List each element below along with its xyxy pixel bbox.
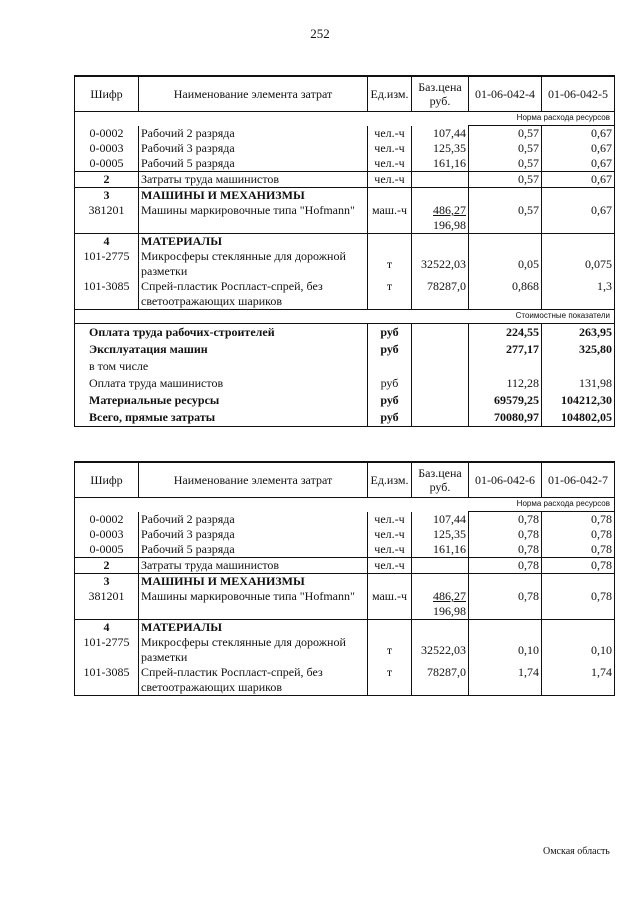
header-unit: Ед.изм. — [368, 462, 412, 498]
table-row: 0-0002 Рабочий 2 разряда чел.-ч 107,44 0,57 0,67 — [75, 126, 615, 142]
cost-row: Всего, прямые затраты руб 70080,97 104802,05 — [75, 409, 615, 427]
cost-row: Оплата труда рабочих-строителей руб 224,55 263,95 — [75, 324, 615, 342]
header-price: Баз.цена руб. — [412, 76, 469, 112]
section-row: 3 МАШИНЫ И МЕХАНИЗМЫ — [75, 188, 615, 204]
header-name: Наименование элемента затрат — [139, 76, 368, 112]
cost-label: Стоимостные показатели — [75, 310, 615, 324]
table-header-row — [75, 76, 615, 112]
norm-label-row — [75, 112, 615, 126]
table-row: 0-0003 Рабочий 3 разряда чел.-ч 125,35 0,57 0,67 — [75, 141, 615, 156]
table-row: 0-0003 Рабочий 3 разряда чел.-ч 125,35 0,78 0,78 — [75, 527, 615, 542]
cost-row: Оплата труда машинистов руб 112,28 131,98 — [75, 375, 615, 392]
table-row: 2 Затраты труда машинистов чел.-ч 0,57 0,67 — [75, 172, 615, 188]
header-col-a: 01-06-042-6 — [469, 462, 542, 498]
cost-row: Материальные ресурсы руб 69579,25 104212,30 — [75, 392, 615, 409]
resource-table-1 — [74, 75, 615, 427]
table-row: 101-2775 Микросферы стеклянные для дорожной разметки т 32522,03 0,05 0,075 — [75, 249, 615, 279]
section-row: 4 МАТЕРИАЛЫ — [75, 620, 615, 636]
page-number: 252 — [310, 26, 330, 41]
norm-label-row — [75, 498, 615, 512]
header-code: Шифр — [75, 462, 139, 498]
norm-label: Норма расхода ресурсов — [469, 112, 615, 126]
table-row: 2 Затраты труда машинистов чел.-ч 0,78 0,78 — [75, 558, 615, 574]
section-row: 3 МАШИНЫ И МЕХАНИЗМЫ — [75, 574, 615, 590]
table-row: 381201 Машины маркировочные типа "Hofmann" маш.-ч 486,27 196,98 0,78 0,78 — [75, 589, 615, 620]
cost-row: Эксплуатация машин руб 277,17 325,80 — [75, 341, 615, 358]
cost-row: в том числе — [75, 358, 615, 375]
table-row: 381201 Машины маркировочные типа "Hofmann" маш.-ч 486,27 196,98 0,57 0,67 — [75, 203, 615, 234]
table-row: 0-0002 Рабочий 2 разряда чел.-ч 107,44 0,78 0,78 — [75, 512, 615, 528]
table-row: 101-3085 Спрей-пластик Роспласт-спрей, без светоотражающих шариков т 78287,0 1,74 1,74 — [75, 665, 615, 696]
table-row: 0-0005 Рабочий 5 разряда чел.-ч 161,16 0,78 0,78 — [75, 542, 615, 558]
table-row: 101-2775 Микросферы стеклянные для дорожной разметки т 32522,03 0,10 0,10 — [75, 635, 615, 665]
header-name: Наименование элемента затрат — [139, 462, 368, 498]
header-unit: Ед.изм. — [368, 76, 412, 112]
header-col-b: 01-06-042-7 — [542, 462, 615, 498]
region-footer: Омская область — [543, 846, 610, 857]
header-code: Шифр — [75, 76, 139, 112]
table-header-row — [75, 462, 615, 498]
resource-table-2 — [74, 461, 615, 696]
header-price: Баз.цена руб. — [412, 462, 469, 498]
header-col-a: 01-06-042-4 — [469, 76, 542, 112]
section-row: 4 МАТЕРИАЛЫ — [75, 234, 615, 250]
cost-label-row — [75, 310, 615, 324]
table-row: 101-3085 Спрей-пластик Роспласт-спрей, без светоотражающих шариков т 78287,0 0,868 1,3 — [75, 279, 615, 310]
table-row: 0-0005 Рабочий 5 разряда чел.-ч 161,16 0,57 0,67 — [75, 156, 615, 172]
header-col-b: 01-06-042-5 — [542, 76, 615, 112]
norm-label: Норма расхода ресурсов — [469, 498, 615, 512]
